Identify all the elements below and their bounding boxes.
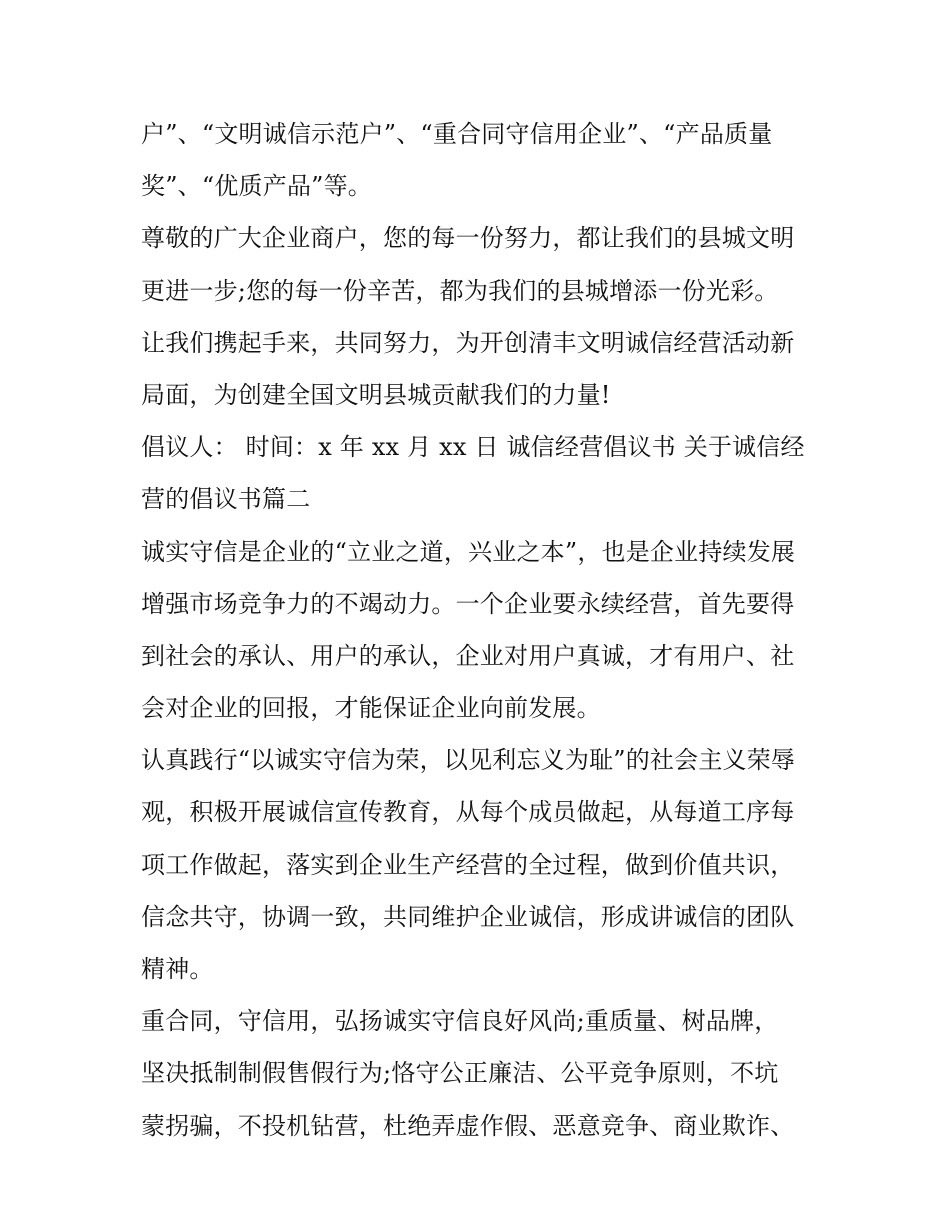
text-line: 增强市场竞争力的不竭动力。一个企业要永续经营，首先要得	[141, 589, 795, 618]
text-line: 观，积极开展诚信宣传教育，从每个成员做起，从每道工序每	[141, 798, 795, 827]
text-line: 蒙拐骗，不投机钻营，杜绝弄虚作假、恶意竞争、商业欺诈、	[141, 1111, 795, 1140]
text-line: 让我们携起手来，共同努力，为开创清丰文明诚信经营活动新	[141, 328, 795, 357]
document-body	[141, 108, 821, 1152]
text-line: 坚决抵制制假售假行为;恪守公正廉洁、公平竞争原则，不坑	[141, 1059, 779, 1088]
text-line: 局面，为创建全国文明县城贡献我们的力量!	[141, 380, 611, 409]
text-line: 到社会的承认、用户的承认，企业对用户真诚，才有用户、社	[141, 641, 795, 670]
text-line: 户”、“文明诚信示范户”、“重合同守信用企业”、“产品质量	[141, 120, 773, 148]
text-line: 尊敬的广大企业商户，您的每一份努力，都让我们的县城文明	[141, 224, 795, 253]
text-line: 奖”、“优质产品”等。	[141, 172, 373, 201]
text-line: 会对企业的回报，才能保证企业向前发展。	[141, 694, 601, 723]
text-line: 项工作做起，落实到企业生产经营的全过程，做到价值共识，	[141, 850, 795, 879]
text-line: 营的倡议书篇二	[141, 485, 311, 514]
text-line: 诚实守信是企业的“立业之道，兴业之本”，也是企业持续发展	[141, 537, 796, 566]
text-line: 重合同，守信用，弘扬诚实守信良好风尚;重质量、树品牌，	[141, 1007, 779, 1036]
text-line: 认真践行“以诚实守信为荣，以见利忘义为耻”的社会主义荣辱	[141, 746, 796, 775]
text-line: 精神。	[141, 955, 214, 983]
text-line: 更进一步;您的每一份辛苦，都为我们的县城增添一份光彩。	[141, 276, 779, 305]
text-line: 倡议人： 时间：x 年 xx 月 xx 日 诚信经营倡议书 关于诚信经	[141, 433, 805, 462]
text-line: 信念共守，协调一致，共同维护企业诚信，形成讲诚信的团队	[141, 902, 795, 931]
